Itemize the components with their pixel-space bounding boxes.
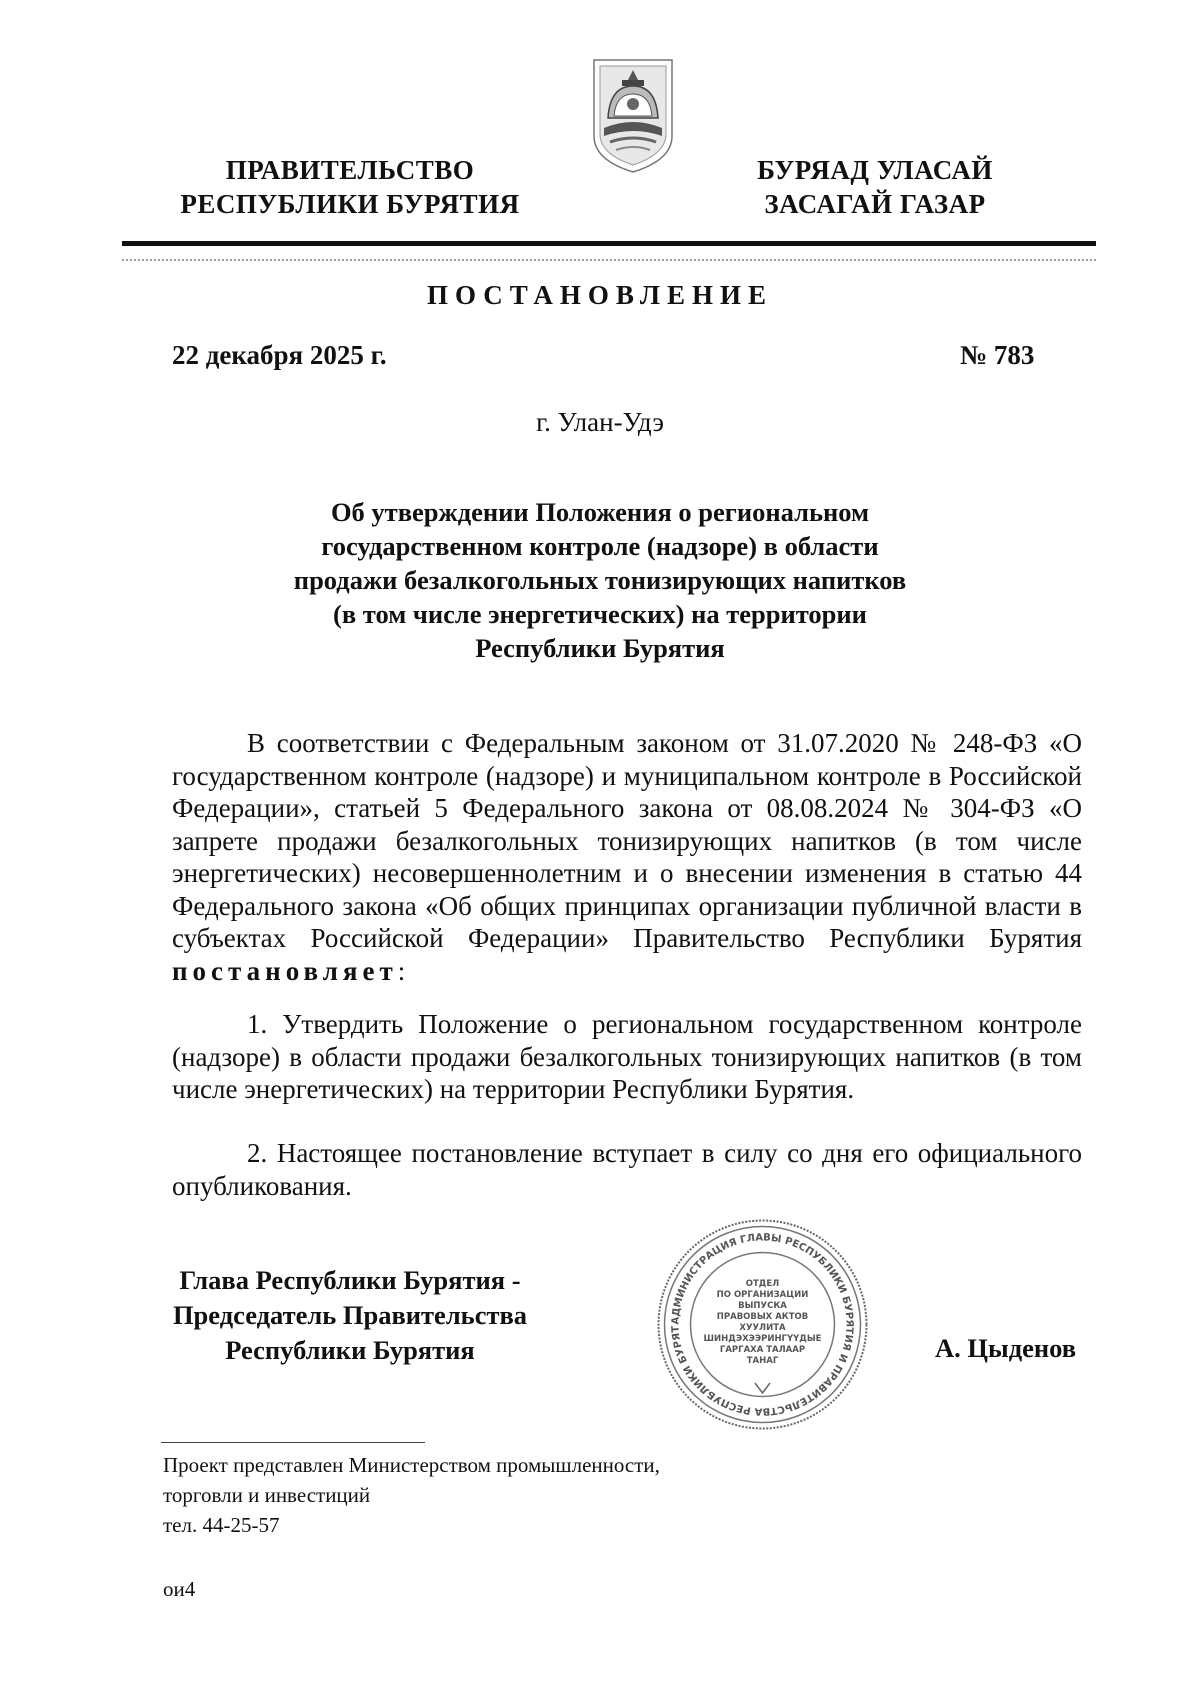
item-2 (172, 1137, 1082, 1202)
coat-of-arms-icon (588, 56, 678, 176)
header-divider (122, 241, 1096, 246)
seal-inner-line: ПРАВОВЫХ АКТОВ (716, 1312, 809, 1322)
signatory-position (150, 1263, 550, 1368)
seal-inner-line: ОТДЕЛ (745, 1279, 780, 1289)
header-right-line2: ЗАСАГАЙ ГАЗАР (764, 189, 986, 219)
footer-note (163, 1450, 660, 1540)
header-left-line2: РЕСПУБЛИКИ БУРЯТИЯ (180, 189, 520, 219)
document-title (290, 495, 910, 665)
seal-inner-line: ХУУЛИТА (739, 1323, 786, 1333)
header-left (150, 153, 550, 221)
header-divider-dotted (122, 259, 1096, 261)
preamble-verb: постановляет (172, 955, 398, 986)
seal-inner-line: ВЫПУСКА (738, 1301, 787, 1311)
document-date: 22 декабря 2025 г. (172, 340, 387, 370)
title-line: Республики Бурятия (475, 633, 725, 663)
document-code: ои4 (163, 1577, 196, 1601)
title-line: государственном контроле (надзоре) в области (321, 531, 879, 561)
footer-divider (161, 1442, 425, 1443)
preamble-text: В соответствии с Федеральным законом от 31.07.2020 № 248-ФЗ «О государственном контроле (надзоре) и муниципальном контроле в Российской Федерации», статьей 5 Федерального закона от 08.08.2024 № 304-ФЗ «О запрете продажи безалкогольных тонизирующих напитков (в том числе энергетических) несовершеннолетним и о внесении изменения в статью 44 Федерального закона «Об общих принципах организации публичной власти в субъектах Российской Федерации» Правительство Республики Бурятия (172, 728, 1082, 953)
preamble (172, 727, 1082, 987)
footer-phone: тел. 44-25-57 (163, 1513, 280, 1537)
document-city: г. Улан-Удэ (536, 407, 664, 437)
header-right-line1: БУРЯАД УЛАСАЙ (757, 155, 993, 185)
seal-inner-line: ПО ОРГАНИЗАЦИИ (716, 1290, 809, 1300)
footer-line: торговли и инвестиций (163, 1483, 371, 1507)
item-2-text: 2. Настоящее постановление вступает в силу со дня его официального опубликования. (172, 1138, 1082, 1201)
seal-inner-line: ГАРГАХА ТАЛААР (719, 1345, 806, 1355)
signatory-position-line: Республики Бурятия (225, 1335, 475, 1365)
header-right (705, 153, 1045, 221)
footer-line: Проект представлен Министерством промышленности, (163, 1453, 660, 1477)
title-line: продажи безалкогольных тонизирующих напитков (293, 565, 907, 595)
title-line: (в том числе энергетических) на территории (333, 599, 867, 629)
item-1 (172, 1008, 1082, 1106)
seal-inner-line: ШИНДЭХЭЭРИНГҮҮДЫЕ (703, 1334, 822, 1344)
header-left-line1: ПРАВИТЕЛЬСТВО (225, 155, 475, 185)
signatory-position-line: Глава Республики Бурятия - (179, 1265, 521, 1295)
preamble-end: : (397, 955, 406, 986)
document-type: ПОСТАНОВЛЕНИЕ (426, 280, 774, 310)
title-line: Об утверждении Положения о региональном (330, 497, 870, 527)
signatory-position-line: Председатель Правительства (172, 1300, 528, 1330)
seal-inner-line: ТАНАГ (746, 1356, 779, 1366)
document-number: № 783 (960, 340, 1035, 370)
item-1-text: 1. Утвердить Положение о региональном государственном контроле (надзоре) в области продажи безалкогольных тонизирующих напитков (в том числе энергетических) на территории Республики Бурятия. (172, 1009, 1082, 1104)
signatory-name: А. Цыденов (935, 1333, 1077, 1363)
official-seal (655, 1217, 870, 1432)
seal-outer-text: АДМИНИСТРАЦИЯ ГЛАВЫ РЕСПУБЛИКИ БУРЯТИЯ И ПРАВИТЕЛЬСТВА РЕСПУБЛИКИ БУРЯТ (670, 1232, 855, 1417)
